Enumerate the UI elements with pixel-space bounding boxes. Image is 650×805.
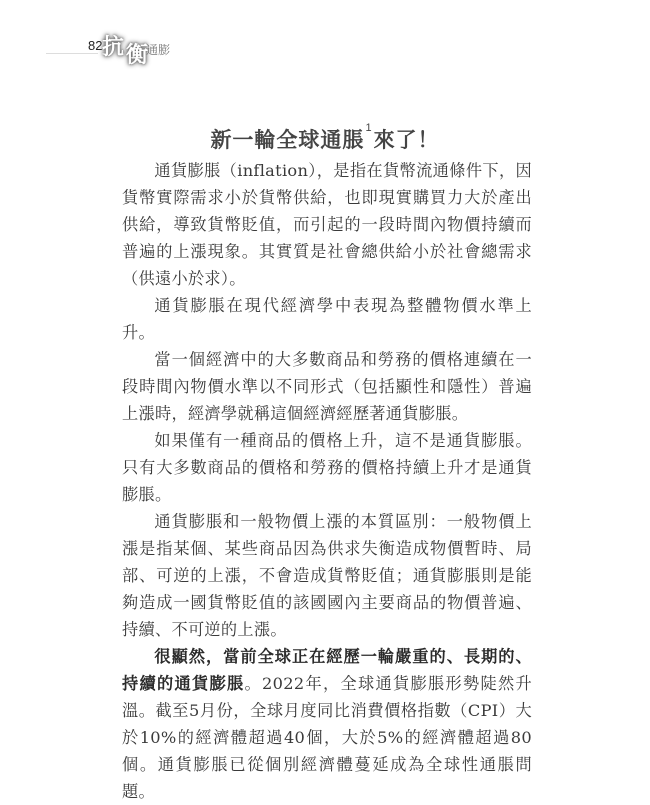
body-text	[122, 157, 532, 805]
paragraph-1: 通貨膨脹（inflation），是指在貨幣流通條件下，因貨幣實際需求小於貨幣供給，也即現實購買力大於產出供給，導致貨幣貶值，而引起的一段時間內物價持續而普遍的上漲現象。其實質是社會總供給小於社會總需求（供遠小於求）。	[122, 161, 532, 288]
chapter-title	[0, 124, 650, 154]
page-number: 82	[88, 38, 103, 53]
footnote-marker[interactable]: 1	[365, 122, 373, 135]
paragraph-6	[122, 643, 532, 805]
paragraph-3: 當一個經濟中的大多數商品和勞務的價格連續在一段時間內物價水準以不同形式（包括顯性和隱性）普遍上漲時，經濟學就稱這個經濟經歷著通貨膨脹。	[122, 350, 532, 423]
header-rule	[46, 53, 98, 54]
chapter-title-text-end: 來了！	[373, 127, 440, 153]
running-header	[0, 30, 650, 70]
chapter-title-text: 新一輪全球通脹	[210, 127, 365, 153]
book-title-char-2: 衡	[126, 42, 149, 68]
paragraph-6-text: 。2022年，全球通貨膨脹形勢陡然升溫。截至5月份，全球月度同比消費價格指數（CPI）大於10%的經濟體超過40個，大於5%的經濟體超過80個。通貨膨脹已從個別經濟體蔓延成為全球性通脹問題。	[122, 674, 532, 801]
paragraph-2: 通貨膨脹在現代經濟學中表現為整體物價水準上升。	[122, 296, 532, 342]
paragraph-4: 如果僅有一種商品的價格上升，這不是通貨膨脹。只有大多數商品的價格和勞務的價格持續上升才是通貨膨脹。	[122, 431, 532, 504]
paragraph-5: 通貨膨脹和一般物價上漲的本質區別：一般物價上漲是指某個、某些商品因為供求失衡造成物價暫時、局部、可逆的上漲，不會造成貨幣貶值；通貨膨脹則是能夠造成一國貨幣貶值的該國國內主要商品的物價普遍、持續、不可逆的上漲。	[122, 512, 532, 639]
emphasis-text: 很顯然，當前全球正在經歷一輪嚴重的、長期的、持續的通貨膨脹	[122, 647, 532, 693]
book-title-char-1: 抗	[102, 34, 125, 60]
book-title-rest: 通膨	[146, 43, 171, 57]
